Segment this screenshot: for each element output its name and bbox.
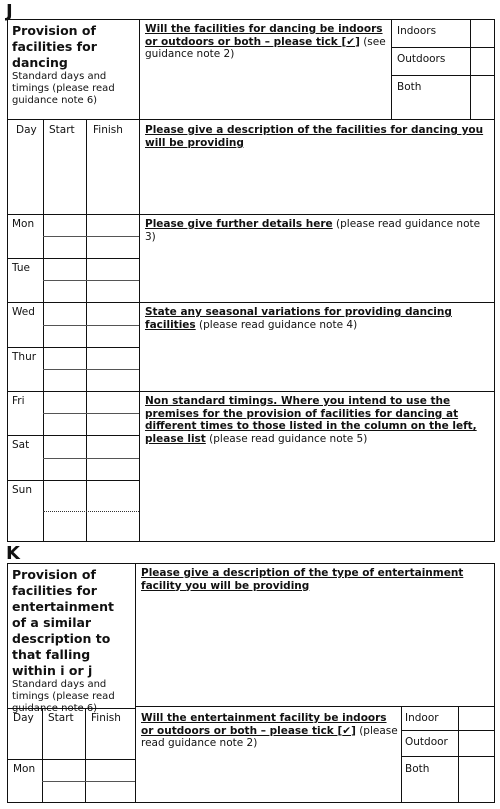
location-question-end: ] xyxy=(355,35,360,48)
option-indoors: Indoors xyxy=(397,25,437,37)
k-tick-box-outdoor[interactable] xyxy=(459,731,494,755)
k-option-outdoor: Outdoor xyxy=(405,736,448,748)
section-k-title-block xyxy=(12,567,132,715)
nonstandard-prompt: Non standard timings. Where you intend to use the premises for the provision of facilities for dancing at different times to those listed in the column on the left, please list xyxy=(145,395,477,445)
divider xyxy=(139,19,140,542)
section-k-location-question xyxy=(141,712,399,750)
row-divider xyxy=(7,391,139,392)
divider xyxy=(43,119,44,542)
k-tick-box-both[interactable] xyxy=(459,757,494,802)
section-k-subtitle: Standard days and timings (please read guidance note 6) xyxy=(12,679,115,714)
section-j-letter: J xyxy=(6,1,13,22)
row-divider xyxy=(43,325,139,326)
divider xyxy=(139,391,495,392)
nonstandard-timings xyxy=(145,395,491,445)
divider xyxy=(7,119,495,120)
k-location-note: (please read guidance note 2) xyxy=(141,724,398,749)
k-day-mon: Mon xyxy=(13,763,36,775)
row-divider xyxy=(43,236,139,237)
k-option-indoor: Indoor xyxy=(405,712,439,724)
k-tick-box-indoor[interactable] xyxy=(459,707,494,729)
location-question: Will the facilities for dancing be indoors or outdoors or both – please tick [ xyxy=(145,23,383,48)
k-col-start: Start xyxy=(48,712,74,724)
location-note: (see guidance note 2) xyxy=(145,35,386,60)
tick-box-indoors[interactable] xyxy=(471,20,494,46)
section-j-subtitle: Standard days and timings (please read guidance note 6) xyxy=(12,71,115,106)
day-thur: Thur xyxy=(12,351,37,363)
option-both: Both xyxy=(397,81,422,93)
seasonal-variations xyxy=(145,306,490,331)
row-divider xyxy=(7,302,139,303)
divider xyxy=(86,119,87,542)
section-j-location-question xyxy=(145,23,390,61)
k-location-question-end: ] xyxy=(351,724,356,737)
row-divider xyxy=(43,369,139,370)
divider xyxy=(135,706,495,707)
section-k-title: Provision of facilities for entertainment of a similar description to that falling within i or j xyxy=(12,567,114,678)
row-divider xyxy=(7,347,139,348)
tick-box-both[interactable] xyxy=(471,76,494,118)
tick-box-outdoors[interactable] xyxy=(471,48,494,74)
col-finish: Finish xyxy=(93,124,123,136)
option-outdoors: Outdoors xyxy=(397,53,446,65)
section-k-letter: K xyxy=(6,543,20,564)
row-divider xyxy=(7,435,139,436)
row-divider xyxy=(7,759,135,760)
divider xyxy=(139,302,495,303)
day-sat: Sat xyxy=(12,439,30,451)
k-col-day: Day xyxy=(13,712,34,724)
row-divider xyxy=(7,480,139,481)
section-j-title-block xyxy=(12,23,136,107)
row-divider xyxy=(43,511,139,512)
day-mon: Mon xyxy=(12,218,35,230)
seasonal-note: (please read guidance note 4) xyxy=(195,318,358,331)
divider xyxy=(391,19,392,119)
seasonal-prompt: State any seasonal variations for providing dancing facilities xyxy=(145,306,452,331)
section-j-title: Provision of facilities for dancing xyxy=(12,23,97,70)
col-day: Day xyxy=(16,124,37,136)
col-start: Start xyxy=(49,124,75,136)
k-col-finish: Finish xyxy=(91,712,121,724)
row-divider xyxy=(7,258,139,259)
divider xyxy=(85,708,86,803)
further-details xyxy=(145,218,490,243)
divider xyxy=(135,563,136,803)
day-wed: Wed xyxy=(12,306,35,318)
description-prompt: Please give a description of the facilities for dancing you will be providing xyxy=(145,124,484,149)
divider xyxy=(42,708,43,803)
k-option-both: Both xyxy=(405,763,430,775)
divider xyxy=(7,214,495,215)
section-k-description-prompt: Please give a description of the type of entertainment facility you will be providing xyxy=(141,567,464,592)
row-divider xyxy=(43,458,139,459)
row-divider xyxy=(43,413,139,414)
day-sun: Sun xyxy=(12,484,32,496)
further-details-note: (please read guidance note 3) xyxy=(145,218,481,243)
row-divider xyxy=(42,781,135,782)
k-location-question: Will the entertainment facility be indoors or outdoors or both – please tick [ xyxy=(141,712,387,737)
day-fri: Fri xyxy=(12,395,25,407)
tick-icon: ✔ xyxy=(346,35,356,48)
further-details-prompt: Please give further details here xyxy=(145,218,333,230)
nonstandard-note: (please read guidance note 5) xyxy=(205,432,368,445)
divider xyxy=(401,706,402,803)
row-divider xyxy=(43,280,139,281)
day-tue: Tue xyxy=(12,262,30,274)
k-tick-icon: ✔ xyxy=(342,724,352,737)
